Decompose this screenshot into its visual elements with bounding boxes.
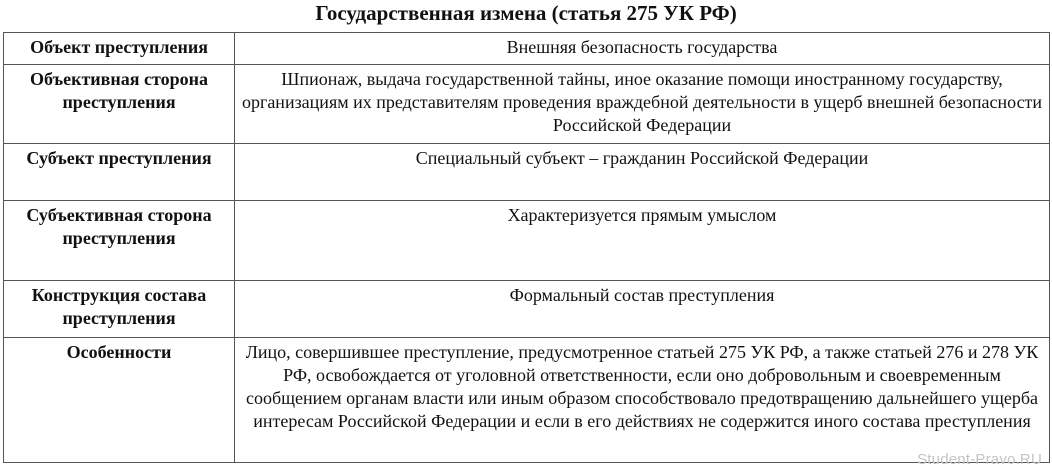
row-value: Шпионаж, выдача государственной тайны, иное оказание помощи иностранному государству, организациям их представителям проведения враждебной деятельности в ущерб внешней безопасности Российской Федерации xyxy=(235,65,1050,144)
table-row-subject xyxy=(4,144,1050,201)
row-value: Специальный субъект – гражданин Российской Федерации xyxy=(235,144,1050,201)
table-row-construction xyxy=(4,281,1050,338)
watermark: Student-Pravo.RU xyxy=(917,451,1042,468)
table-row-subjective-side xyxy=(4,201,1050,281)
row-value: Характеризуется прямым умыслом xyxy=(235,201,1050,281)
table-row-features xyxy=(4,338,1050,463)
row-value: Формальный состав преступления xyxy=(235,281,1050,338)
row-value: Лицо, совершившее преступление, предусмотренное статьей 275 УК РФ, а также статьей 276 и 278 УК РФ, освобождается от уголовной ответственности, если оно добровольным и своевременным сообщением органам власти или иным образом способствовало предотвращению дальнейшего ущерба интересам Российской Федерации и если в его действиях не содержится иного состава преступления xyxy=(235,338,1050,463)
row-label: Конструкция состава преступления xyxy=(4,281,235,338)
table-row-object xyxy=(4,33,1050,65)
page-title: Государственная измена (статья 275 УК РФ) xyxy=(315,1,737,25)
row-label: Субъективная сторона преступления xyxy=(4,201,235,281)
table-row-objective-side xyxy=(4,65,1050,144)
crime-elements-table xyxy=(3,32,1050,463)
row-label: Объект преступления xyxy=(4,33,235,65)
row-value: Внешняя безопасность государства xyxy=(235,33,1050,65)
row-label: Субъект преступления xyxy=(4,144,235,201)
row-label: Объективная сторона преступления xyxy=(4,65,235,144)
row-label: Особенности xyxy=(4,338,235,463)
